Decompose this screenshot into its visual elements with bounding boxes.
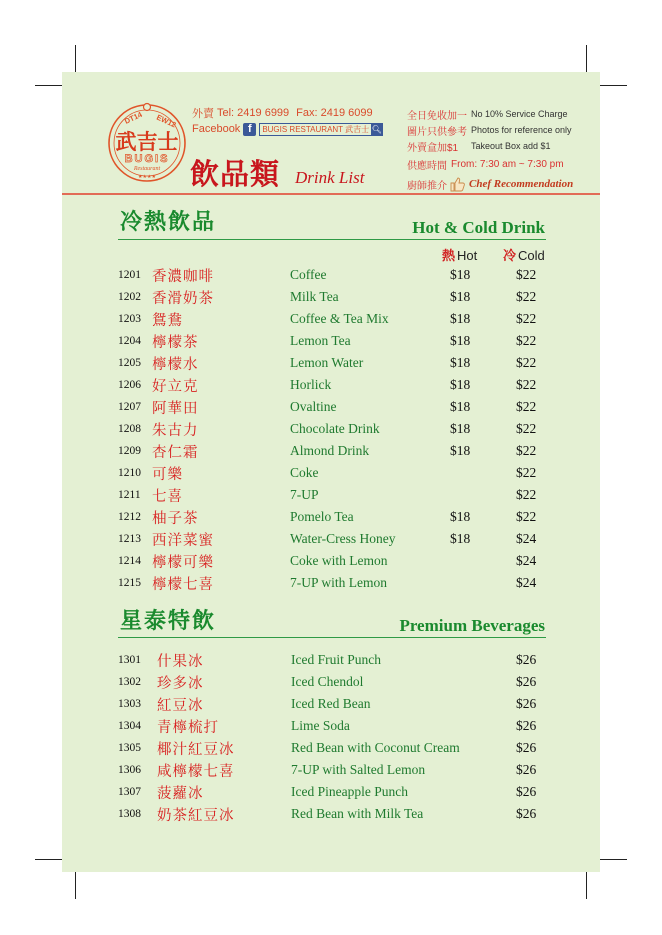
thumbs-up-icon [449,176,465,192]
item-name-en: Iced Pineapple Punch [291,784,408,799]
item-name-cn: 珍多冰 [157,676,204,692]
note-cn: 圖片只供參考 [407,126,467,138]
note-chef [407,176,573,192]
menu-item-row [118,696,548,718]
item-name-cn: 檸檬可樂 [152,555,214,571]
item-name-en: Red Bean with Coconut Cream [291,740,460,755]
item-price-hot: $18 [450,289,471,304]
item-price-cold: $26 [516,806,537,821]
item-name-cn: 朱古力 [152,423,199,439]
item-price-hot: $18 [450,333,471,348]
menu-item-row [118,509,548,531]
item-name-en: Ovaltine [290,399,337,414]
item-name-cn: 香滑奶茶 [152,291,214,307]
item-code: 1202 [118,291,141,303]
item-code: 1211 [118,489,141,501]
note-photos [407,122,573,138]
item-name-en: Coffee & Tea Mix [290,311,389,326]
item-code: 1301 [118,654,141,666]
item-price-cold: $22 [516,509,537,524]
item-code: 1308 [118,808,141,820]
item-name-en: Coffee [290,267,327,282]
menu-item-row [118,575,548,597]
item-name-en: 7-UP [290,487,319,502]
crop-mark [35,859,62,860]
notes-block [407,106,573,192]
item-name-en: Coke with Lemon [290,553,388,568]
item-name-cn: 鴛鴦 [152,313,183,329]
item-name-cn: 杏仁霜 [152,445,199,461]
item-price-cold: $26 [516,674,537,689]
hours-cn: 供應時間 [407,160,447,172]
menu-item-row [118,652,548,674]
item-name-en: Iced Fruit Punch [291,652,381,667]
item-name-en: 7-UP with Salted Lemon [291,762,426,777]
item-price-cold: $22 [516,465,537,480]
menu-item-row [118,333,548,355]
crop-mark [75,872,76,899]
crop-mark [586,872,587,899]
hours-en: From: 7:30 am ~ 7:30 pm [451,158,564,170]
item-price-cold: $22 [516,289,537,304]
menu-title-en: Drink List [295,168,365,187]
item-name-en: Milk Tea [290,289,339,304]
menu-item-row [118,674,548,696]
item-name-cn: 椰汁紅豆冰 [157,742,235,758]
item-price-hot: $18 [450,267,471,282]
item-name-cn: 檸檬七喜 [152,577,214,593]
note-cn: 全日免收加一 [407,110,467,122]
section-title-en: Hot & Cold Drink [412,218,545,237]
item-name-cn: 什果冰 [157,654,204,670]
item-name-en: Almond Drink [290,443,370,458]
note-en: Photos for reference only [471,125,572,135]
facebook-icon[interactable]: f [243,123,256,136]
item-code: 1205 [118,357,141,369]
item-price-cold: $22 [516,355,537,370]
item-name-cn: 青檸梳打 [157,720,219,736]
menu-item-row [118,399,548,421]
item-price-cold: $24 [516,575,537,590]
item-name-cn: 好立克 [152,379,199,395]
item-name-en: Water-Cress Honey [290,531,396,546]
section-title-cn: 冷熱飲品 [120,210,217,235]
hot-cn: 熱 [442,249,456,264]
item-name-en: Lime Soda [291,718,350,733]
facebook-label: Facebook [192,123,241,135]
takeout-label: 外賣 [192,107,214,120]
item-code: 1306 [118,764,141,776]
item-code: 1208 [118,423,141,435]
item-name-en: Horlick [290,377,332,392]
menu-item-row [118,531,548,553]
item-price-cold: $26 [516,762,537,777]
item-price-hot: $18 [450,443,471,458]
menu-item-row [118,740,548,762]
item-code: 1307 [118,786,141,798]
item-code: 1213 [118,533,141,545]
item-code: 1304 [118,720,141,732]
item-price-cold: $24 [516,531,537,546]
facebook-search-box[interactable] [259,123,383,136]
fax-text: Fax: 2419 6099 [296,107,373,119]
note-hours [407,156,573,172]
menu-item-row [118,762,548,784]
item-price-hot: $18 [450,311,471,326]
logo-script: Restaurant [133,166,161,172]
item-name-cn: 阿華田 [152,401,199,417]
menu-item-row [118,487,548,509]
item-price-hot: $18 [450,421,471,436]
item-code: 1302 [118,676,141,688]
logo-chars: 武吉士 [115,130,179,154]
item-code: 1303 [118,698,141,710]
item-price-hot: $18 [450,399,471,414]
item-price-cold: $26 [516,784,537,799]
contact-facebook-row [192,121,383,137]
logo-code-left: DT14 [123,109,144,126]
item-name-cn: 香濃咖啡 [152,269,214,285]
item-price-cold: $22 [516,443,537,458]
item-name-cn: 檸檬水 [152,357,199,373]
menu-item-row [118,465,548,487]
note-en: Takeout Box add $1 [471,141,551,151]
item-name-en: Red Bean with Milk Tea [291,806,424,821]
search-icon[interactable]: 🔍︎ [371,124,382,134]
item-name-cn: 柚子茶 [152,511,199,527]
item-price-cold: $26 [516,718,537,733]
item-name-en: Coke [290,465,319,480]
item-code: 1305 [118,742,141,754]
item-name-cn: 七喜 [152,489,183,505]
item-price-cold: $22 [516,421,537,436]
menu-item-row [118,311,548,333]
menu-item-row [118,289,548,311]
item-name-cn: 檸檬茶 [152,335,199,351]
section-divider [118,637,546,638]
item-name-en: 7-UP with Lemon [290,575,387,590]
header-divider [62,193,600,195]
section-title-cn: 星泰特飲 [120,609,217,634]
crop-mark [35,85,62,86]
logo-latin: BUGIS [124,153,170,165]
logo-code-right: EW12 [155,112,178,130]
restaurant-logo [104,100,190,186]
item-price-cold: $22 [516,377,537,392]
note-service-charge [407,106,573,122]
item-name-en: Pomelo Tea [290,509,354,524]
note-cn: 外賣盒加$1 [407,142,459,154]
item-price-hot: $18 [450,355,471,370]
item-name-en: Chocolate Drink [290,421,380,436]
chef-cn: 廚師推介 [407,180,447,192]
item-price-cold: $26 [516,652,537,667]
menu-item-row [118,267,548,289]
item-price-cold: $22 [516,487,537,502]
item-name-cn: 咸檸檬七喜 [157,764,235,780]
crop-mark [586,45,587,72]
menu-item-row [118,784,548,806]
menu-item-row [118,553,548,575]
item-name-cn: 可樂 [152,467,183,483]
item-code: 1214 [118,555,141,567]
item-price-cold: $22 [516,333,537,348]
contact-phone-row [192,105,383,121]
item-name-cn: 紅豆冰 [157,698,204,714]
menu-item-row [118,355,548,377]
item-price-hot: $18 [450,509,471,524]
menu-title-cn: 飲品類 [190,157,281,191]
col-head-cold [503,245,545,264]
tel-text: Tel: 2419 6999 [217,107,290,119]
menu-item-row [118,377,548,399]
item-price-cold: $22 [516,399,537,414]
crop-mark [75,45,76,72]
item-name-cn: 奶茶紅豆冰 [157,808,235,824]
item-name-en: Lemon Tea [290,333,351,348]
contact-block [192,105,383,137]
item-code: 1209 [118,445,141,457]
note-takeout-box [407,138,573,154]
item-code: 1204 [118,335,141,347]
item-code: 1210 [118,467,141,479]
menu-item-row [118,718,548,740]
item-price-cold: $26 [516,696,537,711]
menu-item-row [118,806,548,828]
item-code: 1203 [118,313,141,325]
item-price-cold: $24 [516,553,537,568]
menu-item-row [118,421,548,443]
crop-mark [600,859,627,860]
chef-en: Chef Recommendation [469,178,574,190]
item-code: 1206 [118,379,141,391]
item-price-cold: $22 [516,311,537,326]
item-name-cn: 菠蘿冰 [157,786,204,802]
cold-cn: 冷 [503,249,517,264]
item-price-hot: $18 [450,377,471,392]
item-code: 1215 [118,577,141,589]
item-price-hot: $18 [450,531,471,546]
item-name-cn: 西洋菜蜜 [152,533,214,549]
facebook-page-name: BUGIS RESTAURANT 武吉士 [262,124,370,134]
hot-en: Hot [457,248,478,263]
col-head-hot [442,245,477,264]
item-code: 1212 [118,511,141,523]
crop-mark [600,85,627,86]
logo-stars: ★★★★ [138,175,156,180]
item-code: 1201 [118,269,141,281]
item-name-en: Iced Red Bean [291,696,371,711]
item-code: 1207 [118,401,141,413]
section-divider [118,239,546,240]
item-price-cold: $22 [516,267,537,282]
item-name-en: Iced Chendol [291,674,364,689]
note-en: No 10% Service Charge [471,109,568,119]
menu-page [62,72,600,872]
item-price-cold: $26 [516,740,537,755]
section-title-en: Premium Beverages [399,616,545,635]
item-name-en: Lemon Water [290,355,364,370]
cold-en: Cold [518,248,545,263]
menu-item-row [118,443,548,465]
